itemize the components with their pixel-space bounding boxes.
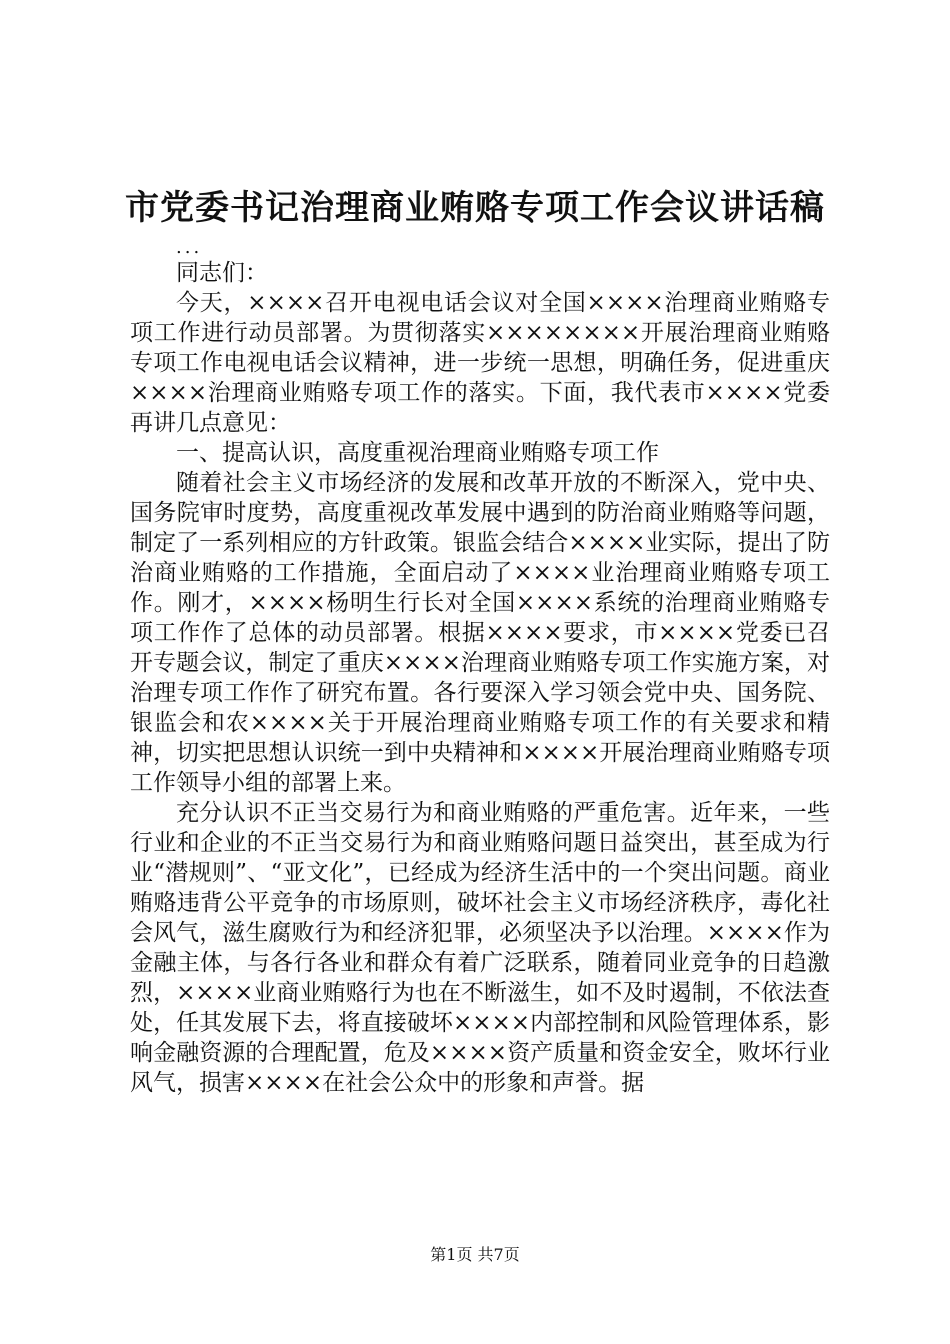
paragraph-harm: 充分认识不正当交易行为和商业贿赂的严重危害。近年来，一些行业和企业的不正当交易行为和商业贿赂问题日益突出，甚至成为行业“潜规则”、“亚文化”，已经成为经济生活中的一个突出问题。商业贿赂违背公平竞争的市场原则，破坏社会主义市场经济秩序，毒化社会风气，滋生腐败行为和经济犯罪，必须坚决予以治理。××××作为金融主体，与各行各业和群众有着广泛联系，随着同业竞争的日趋激烈，××××业商业贿赂行为也在不断滋生，如不及时遏制，不依法查处，任其发展下去，将直接破坏××××内部控制和风险管理体系，影响金融资源的合理配置，危及××××资产质量和资金安全，败坏行业风气，损害××××在社会公众中的形象和声誉。据 (130, 800, 830, 1096)
ellipsis-text: ... (176, 237, 203, 258)
paragraph-intro: 今天，××××召开电视电话会议对全国××××治理商业贿赂专项工作进行动员部署。为贯彻落实××××××××开展治理商业贿赂专项工作电视电话会议精神，进一步统一思想，明确任务，促进重庆××××治理商业贿赂专项工作的落实。下面，我代表市××××党委再讲几点意见： (130, 290, 830, 436)
document-body (130, 258, 830, 1098)
section-heading: 一、提高认识，高度重视治理商业贿赂专项工作 (176, 440, 659, 466)
paragraph-background: 随着社会主义市场经济的发展和改革开放的不断深入，党中央、国务院审时度势，高度重视改革发展中遇到的防治商业贿赂等问题，制定了一系列相应的方针政策。银监会结合××××业实际，提出了防治商业贿赂的工作措施，全面启动了××××业治理商业贿赂专项工作。刚才，××××杨明生行长对全国××××系统的治理商业贿赂专项工作作了总体的动员部署。根据××××要求，市××××党委已召开专题会议，制定了重庆××××治理商业贿赂专项工作实施方案，对治理专项工作作了研究布置。各行要深入学习领会党中央、国务院、银监会和农××××关于开展治理商业贿赂专项工作的有关要求和精神，切实把思想认识统一到中央精神和××××开展治理商业贿赂专项工作领导小组的部署上来。 (130, 470, 830, 796)
salutation: 同志们： (176, 260, 268, 286)
document-title: 市党委书记治理商业贿赂专项工作会议讲话稿 (125, 188, 825, 228)
page-number-footer: 第1页 共7页 (430, 1245, 520, 1264)
